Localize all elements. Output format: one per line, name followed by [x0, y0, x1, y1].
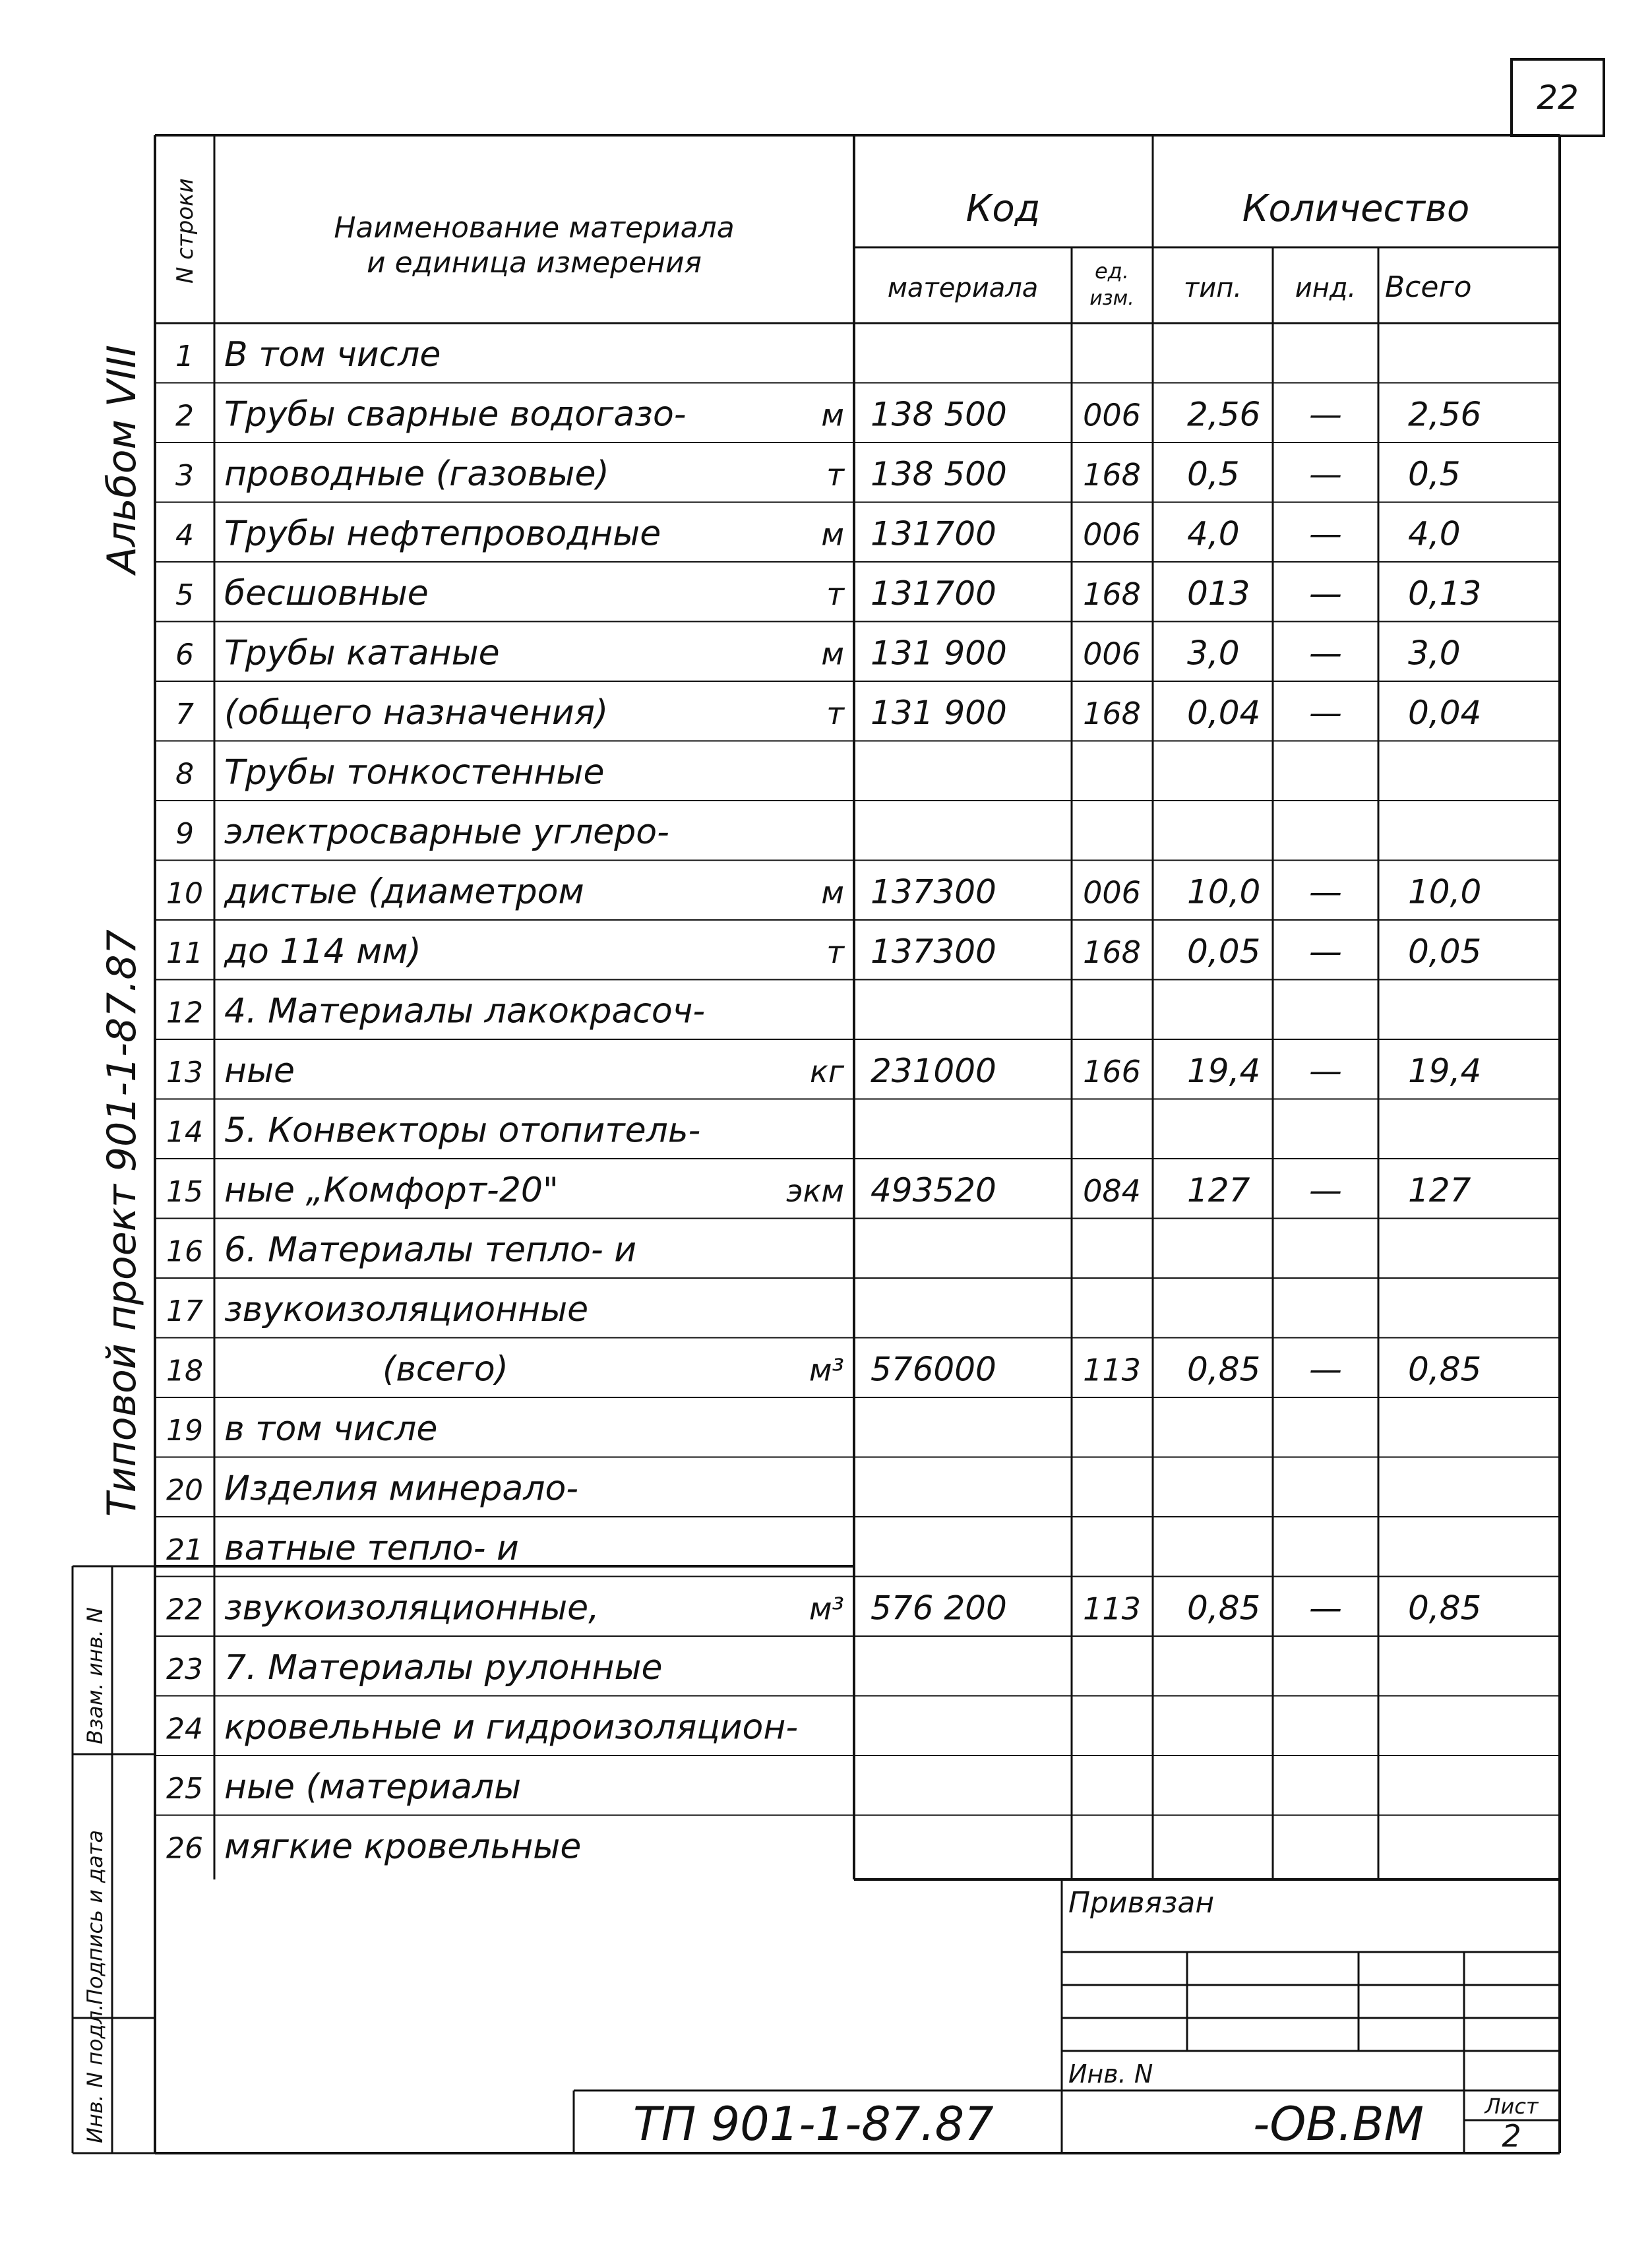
- stamp-doc-suffix: -ОВ.ВМ: [1253, 2097, 1424, 2151]
- row-material-code: 131700: [871, 574, 996, 613]
- header-unit-line2: изм.: [1089, 287, 1134, 310]
- table-row: [175, 395, 1481, 435]
- row-qty-typ: 0,85: [1187, 1350, 1261, 1389]
- row-unit-code: 168: [1083, 576, 1141, 613]
- row-number: 16: [166, 1235, 203, 1269]
- table-row: [166, 1767, 521, 1807]
- row-qty-typ: 127: [1187, 1171, 1250, 1210]
- table-row: [166, 1409, 437, 1449]
- side-label-podpis: Подпись и дата: [82, 1829, 107, 2005]
- row-qty-typ: 0,05: [1187, 932, 1261, 971]
- row-number: 18: [166, 1354, 203, 1388]
- row-qty-ind: —: [1309, 395, 1342, 434]
- row-qty-total: 0,85: [1408, 1589, 1482, 1628]
- table-body: [166, 335, 1481, 1867]
- row-qty-typ: 19,4: [1187, 1052, 1261, 1091]
- row-qty-total: 0,5: [1408, 455, 1461, 494]
- row-number: 7: [175, 698, 194, 732]
- row-unit: м³: [809, 1352, 844, 1388]
- row-unit: кг: [810, 1054, 844, 1090]
- row-qty-total: 2,56: [1408, 395, 1482, 434]
- row-name: Трубы тонкостенные: [224, 752, 605, 793]
- table-row: [175, 693, 1481, 733]
- table-row: [166, 1529, 519, 1568]
- row-material-code: 576 200: [871, 1589, 1007, 1628]
- row-number: 26: [166, 1831, 203, 1866]
- row-qty-total: 0,04: [1408, 694, 1482, 733]
- table-row: [175, 454, 1461, 494]
- stamp-privyazan: Привязан: [1068, 1886, 1215, 1920]
- table-row: [175, 514, 1461, 554]
- row-qty-ind: —: [1309, 694, 1342, 733]
- row-name: ватные тепло- и: [224, 1529, 519, 1569]
- table-row: [175, 634, 1461, 673]
- row-material-code: 138 500: [871, 455, 1007, 494]
- row-number: 15: [166, 1175, 203, 1209]
- row-number: 25: [166, 1772, 203, 1806]
- row-name: (всего): [382, 1349, 508, 1389]
- row-qty-ind: —: [1309, 514, 1342, 553]
- row-number: 5: [175, 578, 194, 613]
- row-unit-code: 084: [1083, 1173, 1141, 1209]
- row-number: 8: [175, 757, 194, 791]
- row-name: звукоизоляционные: [224, 1290, 589, 1330]
- row-number: 11: [166, 936, 203, 971]
- row-material-code: 493520: [871, 1171, 996, 1210]
- row-unit: м: [821, 516, 844, 553]
- row-number: 20: [166, 1473, 203, 1508]
- header-name-line2: и единица измерения: [366, 246, 702, 280]
- row-unit-code: 006: [1083, 874, 1141, 911]
- table-row: [166, 1171, 1471, 1210]
- row-qty-typ: 2,56: [1187, 395, 1261, 434]
- table-row: [166, 1350, 1481, 1389]
- row-name: Трубы сварные водогазо-: [224, 394, 687, 435]
- row-material-code: 137300: [871, 932, 996, 971]
- row-name: звукоизоляционные,: [224, 1588, 599, 1628]
- row-unit: м: [821, 397, 844, 433]
- row-number: 24: [166, 1712, 203, 1746]
- table-row: [166, 992, 705, 1031]
- table-row: [166, 872, 1481, 912]
- row-number: 17: [166, 1295, 203, 1329]
- header-quantity: Количество: [1242, 187, 1470, 230]
- stamp-doc-code: ТП 901-1-87.87: [633, 2097, 994, 2151]
- row-name: ные: [224, 1051, 295, 1091]
- row-number: 12: [166, 996, 203, 1030]
- row-name: ные „Комфорт-20": [224, 1171, 559, 1211]
- row-qty-total: 19,4: [1408, 1052, 1482, 1091]
- row-unit-code: 006: [1083, 636, 1141, 672]
- table-row: [166, 1051, 1481, 1091]
- header-row-no: N строки: [172, 178, 199, 284]
- row-material-code: 131 900: [871, 694, 1007, 733]
- header-code: Код: [965, 187, 1041, 230]
- row-unit: т: [826, 696, 844, 732]
- table-row: [166, 1469, 578, 1509]
- row-qty-total: 0,13: [1408, 574, 1482, 613]
- row-qty-ind: —: [1309, 1052, 1342, 1091]
- table-row: [175, 574, 1481, 613]
- row-number: 3: [175, 459, 194, 493]
- row-name: 5. Конвекторы отопитель-: [224, 1111, 701, 1151]
- row-unit-code: 168: [1083, 934, 1141, 971]
- row-qty-ind: —: [1309, 1350, 1342, 1389]
- row-qty-typ: 4,0: [1187, 514, 1240, 553]
- row-number: 13: [166, 1056, 203, 1090]
- row-qty-typ: 013: [1187, 574, 1250, 613]
- row-material-code: 231000: [871, 1052, 996, 1091]
- row-name: Трубы катаные: [224, 633, 500, 673]
- row-name: электросварные углеро-: [224, 812, 669, 853]
- row-material-code: 131700: [871, 514, 996, 553]
- row-unit: м: [821, 874, 844, 911]
- page-number: 22: [1537, 78, 1579, 117]
- header-ind: инд.: [1295, 273, 1357, 303]
- stamp-inv-n: Инв. N: [1068, 2060, 1153, 2089]
- row-name: 4. Материалы лакокрасоч-: [224, 991, 706, 1031]
- side-label-inv-podl: Инв. N подл.: [82, 2003, 107, 2143]
- row-qty-typ: 0,85: [1187, 1589, 1261, 1628]
- table-row: [166, 1589, 1481, 1628]
- row-name: В том числе: [224, 335, 441, 375]
- row-qty-ind: —: [1309, 455, 1342, 494]
- row-unit-code: 006: [1083, 516, 1141, 553]
- row-number: 4: [175, 518, 194, 553]
- row-unit-code: 166: [1083, 1054, 1141, 1090]
- stamp-list-no: 2: [1502, 2118, 1521, 2154]
- row-name: дистые (диаметром: [224, 872, 584, 912]
- table-row: [166, 1827, 581, 1867]
- row-name: в том числе: [224, 1409, 438, 1449]
- table-row: [166, 1111, 700, 1151]
- row-qty-typ: 3,0: [1187, 634, 1240, 673]
- row-qty-total: 0,05: [1408, 932, 1482, 971]
- header-unit-line1: ед.: [1095, 259, 1129, 284]
- row-number: 23: [166, 1653, 203, 1687]
- row-material-code: 576000: [871, 1350, 996, 1389]
- table-row: [166, 1290, 588, 1329]
- row-material-code: 137300: [871, 872, 996, 911]
- stamp-list-label: Лист: [1484, 2094, 1539, 2119]
- side-label-album: Альбом VIII: [99, 345, 145, 574]
- row-unit-code: 113: [1083, 1352, 1141, 1388]
- row-material-code: 138 500: [871, 395, 1007, 434]
- row-qty-ind: —: [1309, 634, 1342, 673]
- row-number: 9: [175, 817, 194, 851]
- header-name-line1: Наименование материала: [334, 211, 735, 245]
- row-unit: экм: [786, 1173, 844, 1209]
- row-number: 21: [166, 1533, 203, 1568]
- row-name: Изделия минерало-: [224, 1469, 579, 1509]
- row-name: до 114 мм): [224, 932, 421, 972]
- table-row: [166, 932, 1481, 971]
- row-number: 2: [175, 399, 194, 433]
- row-name: бесшовные: [224, 574, 429, 614]
- row-material-code: 131 900: [871, 634, 1007, 673]
- row-number: 19: [166, 1414, 203, 1448]
- row-qty-total: 3,0: [1408, 634, 1461, 673]
- row-name: кровельные и гидроизоляцион-: [224, 1707, 799, 1748]
- row-qty-total: 4,0: [1408, 514, 1461, 553]
- row-qty-total: 127: [1408, 1171, 1471, 1210]
- row-unit-code: 113: [1083, 1591, 1141, 1627]
- row-qty-typ: 0,04: [1187, 694, 1261, 733]
- row-name: Трубы нефтепроводные: [224, 514, 661, 554]
- row-qty-ind: —: [1309, 1589, 1342, 1628]
- table-row: [166, 1231, 636, 1270]
- table-row: [175, 753, 604, 793]
- table-row: [175, 812, 669, 852]
- row-qty-ind: —: [1309, 574, 1342, 613]
- row-qty-typ: 10,0: [1187, 872, 1261, 911]
- row-unit: м³: [809, 1591, 844, 1627]
- row-qty-ind: —: [1309, 1171, 1342, 1210]
- row-number: 22: [166, 1593, 203, 1627]
- row-number: 10: [166, 876, 203, 911]
- row-qty-ind: —: [1309, 932, 1342, 971]
- row-qty-total: 0,85: [1408, 1350, 1482, 1389]
- row-name: ные (материалы: [224, 1767, 522, 1808]
- row-qty-total: 10,0: [1408, 872, 1482, 911]
- row-unit-code: 168: [1083, 457, 1141, 493]
- row-unit: т: [826, 576, 844, 613]
- row-number: 1: [175, 340, 194, 374]
- row-qty-ind: —: [1309, 872, 1342, 911]
- row-name: 7. Материалы рулонные: [224, 1648, 663, 1688]
- row-name: 6. Материалы тепло- и: [224, 1230, 637, 1270]
- side-label-vzam: Взам. инв. N: [82, 1607, 107, 1744]
- row-number: 6: [175, 638, 194, 672]
- table-row: [166, 1708, 798, 1748]
- row-number: 14: [166, 1115, 203, 1149]
- header-total: Всего: [1385, 270, 1472, 304]
- row-unit: м: [821, 636, 844, 672]
- table-row: [166, 1648, 663, 1688]
- row-unit-code: 168: [1083, 696, 1141, 732]
- row-name: (общего назначения): [224, 693, 609, 733]
- row-name: проводные (газовые): [224, 454, 609, 495]
- header-material: материала: [887, 273, 1039, 303]
- row-qty-typ: 0,5: [1187, 455, 1240, 494]
- row-unit: т: [826, 934, 844, 971]
- header-typ: тип.: [1183, 273, 1242, 303]
- row-unit-code: 006: [1083, 397, 1141, 433]
- row-unit: т: [826, 457, 844, 493]
- row-name: мягкие кровельные: [224, 1827, 582, 1867]
- side-label-project: Типовой проект 901-1-87.87: [99, 929, 145, 1517]
